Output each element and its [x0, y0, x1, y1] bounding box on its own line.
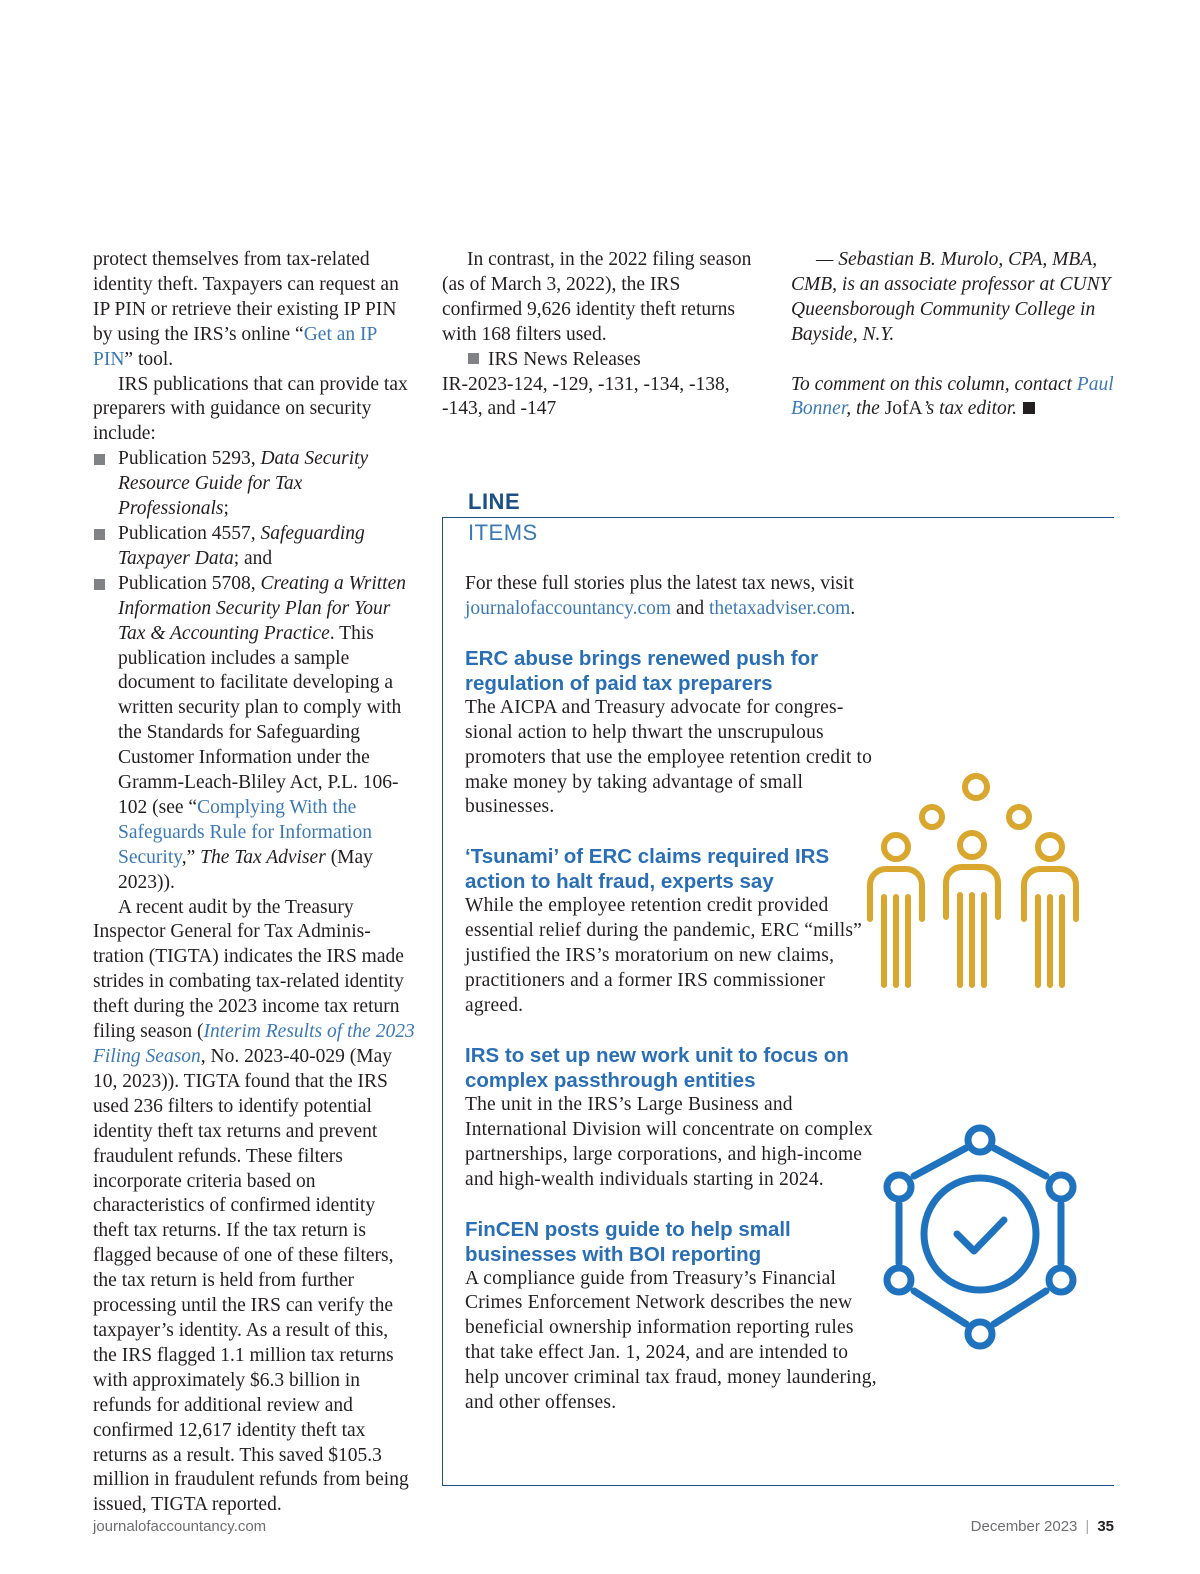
journalofaccountancy-link[interactable]: journalofaccountancy.com	[465, 597, 672, 619]
list-item: Publication 5708, Creating a Written Information Security Plan for Your Tax & Accounting Practice. This publication includes a sample document to facilitate developing a written security plan to comply with the Standards for Safeguarding Customer Information under the Gramm-Leach-Bliley Act, P.L. 106-102 (see “Complying With the Safeguards Rule for Information Security,” The Tax Adviser (May 2023)).	[93, 572, 415, 896]
story-headline[interactable]: ‘Tsunami’ of ERC claims required IRS action to halt fraud, experts say	[465, 845, 830, 894]
end-mark-icon	[1023, 402, 1035, 414]
safeguards-rule-link[interactable]: Complying With the Safeguards Rule for Information Security	[118, 796, 372, 868]
page-number: 35	[1097, 1518, 1114, 1535]
paul-bonner-link[interactable]: Paul Bonner	[791, 373, 1114, 420]
list-item: Publication 5293, Data Security Resource Guide for Tax Professionals;	[93, 447, 415, 522]
footer-date-page: December 2023 | 35	[970, 1518, 1114, 1535]
paragraph: In contrast, in the 2022 filing season (as of March 3, 2022), the IRS confirmed 9,626 identity theft returns with 168 filters used.	[442, 249, 752, 345]
thetaxadviser-link[interactable]: thetaxadviser.com	[709, 597, 851, 619]
story-headline[interactable]: ERC abuse brings renewed push for regulation of paid tax preparers	[465, 646, 819, 695]
author-bio: — Sebastian B. Murolo, CPA, MBA, CMB, is an associate professor at CUNY Queensborough Community College in Bayside, N.Y.	[791, 249, 1111, 345]
list-item: Publication 4557, Safeguarding Taxpayer Data; and	[93, 522, 415, 572]
story	[465, 646, 877, 821]
story	[465, 1043, 877, 1193]
tigta-report-link[interactable]: Interim Results of the 2023 Filing Season	[93, 1021, 415, 1067]
line-items-content	[465, 572, 877, 1416]
line-items-title: LINE	[468, 489, 521, 514]
comment-note: To comment on this column, contact Paul Bonner, the JofA’s tax editor.	[791, 373, 1114, 420]
story-body: A compliance guide from Treasury’s Financial Crimes Enforcement Network describes the new beneficial ownership information reporting rules that take effect Jan. 1, 2024, and are intended to help uncover criminal tax fraud, money laundering, and other offenses.	[465, 1267, 877, 1414]
paragraph: protect themselves from tax-related identity theft. Taxpayers can request an IP PIN or retrieve their existing IP PIN by using the IRS’s online “Get an IP PIN” tool.	[93, 249, 399, 370]
story-body: While the employee retention credit provided essential relief during the pandemic, ERC “mills” justified the IRS’s moratorium on new claims, practitioners and a former IRS commissioner agreed.	[465, 895, 862, 1016]
story-headline[interactable]: IRS to set up new work unit to focus on complex passthrough entities	[465, 1043, 849, 1092]
people-group-icon	[862, 767, 1090, 989]
network-check-icon	[872, 1120, 1088, 1360]
story	[465, 1217, 877, 1416]
article-column-2	[442, 248, 764, 422]
square-bullet-icon	[468, 353, 479, 364]
article-column-1	[93, 248, 415, 1518]
story-body: The unit in the IRS’s Large Business and International Division will concentrate on complex partnerships, large corporations, and high-income and high-wealth individuals starting in 2024.	[465, 1093, 874, 1190]
story-body: The AICPA and Treasury advocate for congressional action to help thwart the unscrupulous promoters that use the employee retention credit to make money by taking advantage of small businesses.	[465, 696, 873, 818]
line-items-subtitle: ITEMS	[468, 520, 538, 545]
paragraph: A recent audit by the Treasury Inspector General for Tax Administration (TIGTA) indicates the IRS made strides in combating tax-related identity theft during the 2023 income tax return filing season (Interim Results of the 2023 Filing Season, No. 2023-40-029 (May 10, 2023)). TIGTA found that the IRS used 236 filters to identify potential identity theft tax returns and prevent fraudulent refunds. These filters incorporate criteria based on characteristics of confirmed identity theft tax returns. If the tax return is flagged because of one of these filters, the tax return is held from further processing until the IRS can verify the taxpayer’s identity. As a result of this, the IRS flagged 1.1 million tax returns with approximately $6.3 billion in refunds for additional review and confirmed 12,617 identity theft tax returns as a result. This saved $105.3 million in fraudulent refunds from being issued, TIGTA reported.	[93, 896, 415, 1516]
get-ip-pin-link[interactable]: Get an IP PIN	[93, 323, 377, 370]
news-releases-list: IR-2023-124, -129, -131, -134, -138, -143, and -147	[442, 373, 730, 420]
news-releases-label: IRS News Releases	[442, 348, 764, 373]
story-headline[interactable]: FinCEN posts guide to help small businesses with BOI reporting	[465, 1217, 791, 1266]
article-column-3	[791, 248, 1116, 422]
publication-list	[93, 447, 415, 895]
paragraph: IRS publications that can provide tax preparers with guidance on security include:	[93, 373, 408, 445]
line-items-intro: For these full stories plus the latest tax news, visit journalofaccountancy.com and thetaxadviser.com.	[465, 573, 856, 619]
story	[465, 844, 877, 1019]
footer-site: journalofaccountancy.com	[93, 1518, 267, 1535]
